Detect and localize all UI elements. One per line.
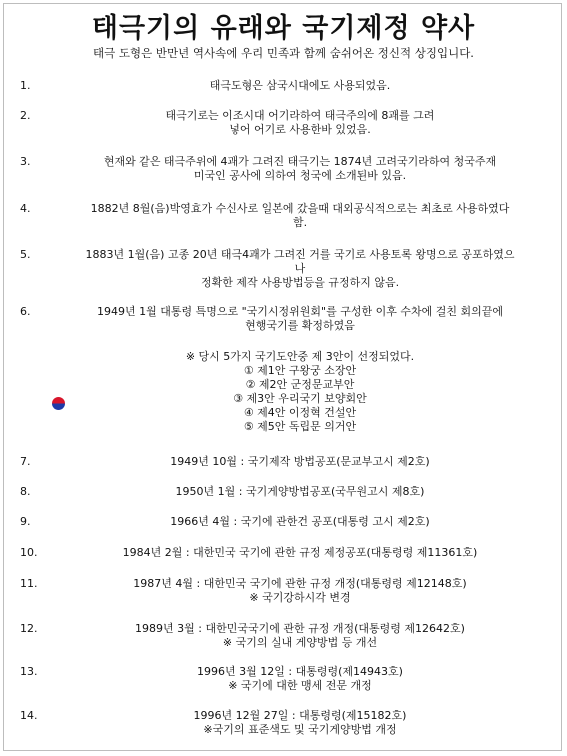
item-line: 1949년 10월 : 국기제작 방법공포(문교부고시 제2호): [170, 455, 430, 468]
item-number: 6.: [20, 305, 31, 318]
item-line: 1949년 1월 대통령 특명으로 "국기시정위원회"를 구성한 이후 수차에 걸친 회의끝에: [97, 305, 503, 318]
item-text: [50, 155, 550, 183]
taegeuk-icon: [52, 397, 65, 410]
page-subtitle: 태극 도형은 반만년 역사속에 우리 민족과 함께 숨쉬어온 정신적 상징입니다.: [93, 46, 474, 60]
item-text: [50, 515, 550, 529]
item-number: 5.: [20, 248, 31, 261]
item-line: 현재와 같은 태극주위에 4괘가 그려진 태극기는 1874년 고려국기라하여 청국주재: [103, 155, 497, 168]
item-line: 태극기로는 이조시대 어기라하여 태극주의에 8괘를 그려: [165, 109, 435, 122]
item-text: [50, 709, 550, 737]
item-line: 정확한 제작 사용방법등을 규정하지 않음.: [200, 276, 400, 289]
item-text: [50, 455, 550, 469]
item-text: [50, 248, 550, 290]
item-text: [50, 202, 550, 230]
page-title: 태극기의 유래와 국기제정 약사: [91, 13, 476, 44]
item-text: [50, 485, 550, 499]
item-line: 1966년 4월 : 국기에 관한건 공포(대통령 고시 제2호): [170, 515, 430, 528]
item-line: 1984년 2월 : 대한민국 국기에 관한 규정 제정공포(대통령령 제11361호): [122, 546, 478, 559]
note-option: ② 제2안 군정문교부안: [245, 378, 355, 391]
item-line: 함.: [292, 216, 308, 229]
item-line: ※ 국기강하시각 변경: [249, 591, 351, 604]
item-line: 태극도형은 삼국시대에도 사용되었음.: [209, 79, 391, 92]
note-option: ⑤ 제5안 독립문 의거안: [243, 420, 357, 433]
item-line: 1996년 12월 27일 : 대통령령(제15182호): [193, 709, 407, 722]
item-line: 미국인 공사에 의하여 청국에 소개된바 있음.: [193, 169, 407, 182]
note-option: ③ 제3안 우리국기 보양회안: [233, 392, 367, 405]
item-number: 11.: [20, 577, 38, 590]
item-number: 1.: [20, 79, 31, 92]
note-option: ① 제1안 구왕궁 소장안: [243, 364, 357, 377]
item-number: 12.: [20, 622, 38, 635]
item-number: 2.: [20, 109, 31, 122]
item-number: 14.: [20, 709, 38, 722]
item-line: ※ 국기의 실내 게양방법 등 개선: [222, 636, 378, 649]
flag-design-note: [50, 350, 550, 434]
item-number: 4.: [20, 202, 31, 215]
item-line: 1996년 3월 12일 : 대통령령(제14943호): [197, 665, 403, 678]
item-line: 넣어 어기로 사용한바 있었음.: [229, 123, 371, 136]
item-text: [50, 546, 550, 560]
item-line: 1883년 1월(음) 고종 20년 태극4괘가 그려진 거를 국기로 사용토록 왕명으로 공포하였으: [85, 248, 515, 261]
item-line: 현행국기를 확정하였음: [245, 319, 355, 332]
item-number: 13.: [20, 665, 38, 678]
item-text: [50, 79, 550, 93]
item-text: [50, 577, 550, 605]
item-number: 10.: [20, 546, 38, 559]
note-option: ④ 제4안 이정혁 건설안: [243, 406, 357, 419]
item-line: 나: [294, 262, 306, 275]
item-line: 1989년 3월 : 대한민국국기에 관한 규정 개정(대통령령 제12642호): [135, 622, 465, 635]
item-number: 8.: [20, 485, 31, 498]
item-text: [50, 665, 550, 693]
item-line: ※국기의 표준색도 및 국기게양방법 개정: [203, 723, 397, 736]
item-text: [50, 622, 550, 650]
item-number: 9.: [20, 515, 31, 528]
note-heading: ※ 당시 5가지 국기도안중 제 3안이 선정되었다.: [185, 350, 415, 363]
item-number: 7.: [20, 455, 31, 468]
item-number: 3.: [20, 155, 31, 168]
item-line: 1882년 8월(음)박영효가 수신사로 일본에 갔을때 대외공식적으로는 최초로 사용하였다: [90, 202, 510, 215]
item-text: [50, 305, 550, 333]
item-line: ※ 국기에 대한 맹세 전문 개정: [228, 679, 372, 692]
item-line: 1987년 4월 : 대한민국 국기에 관한 규정 개정(대통령령 제12148호): [133, 577, 467, 590]
item-line: 1950년 1월 : 국기게양방법공포(국무원고시 제8호): [175, 485, 425, 498]
item-text: [50, 109, 550, 137]
